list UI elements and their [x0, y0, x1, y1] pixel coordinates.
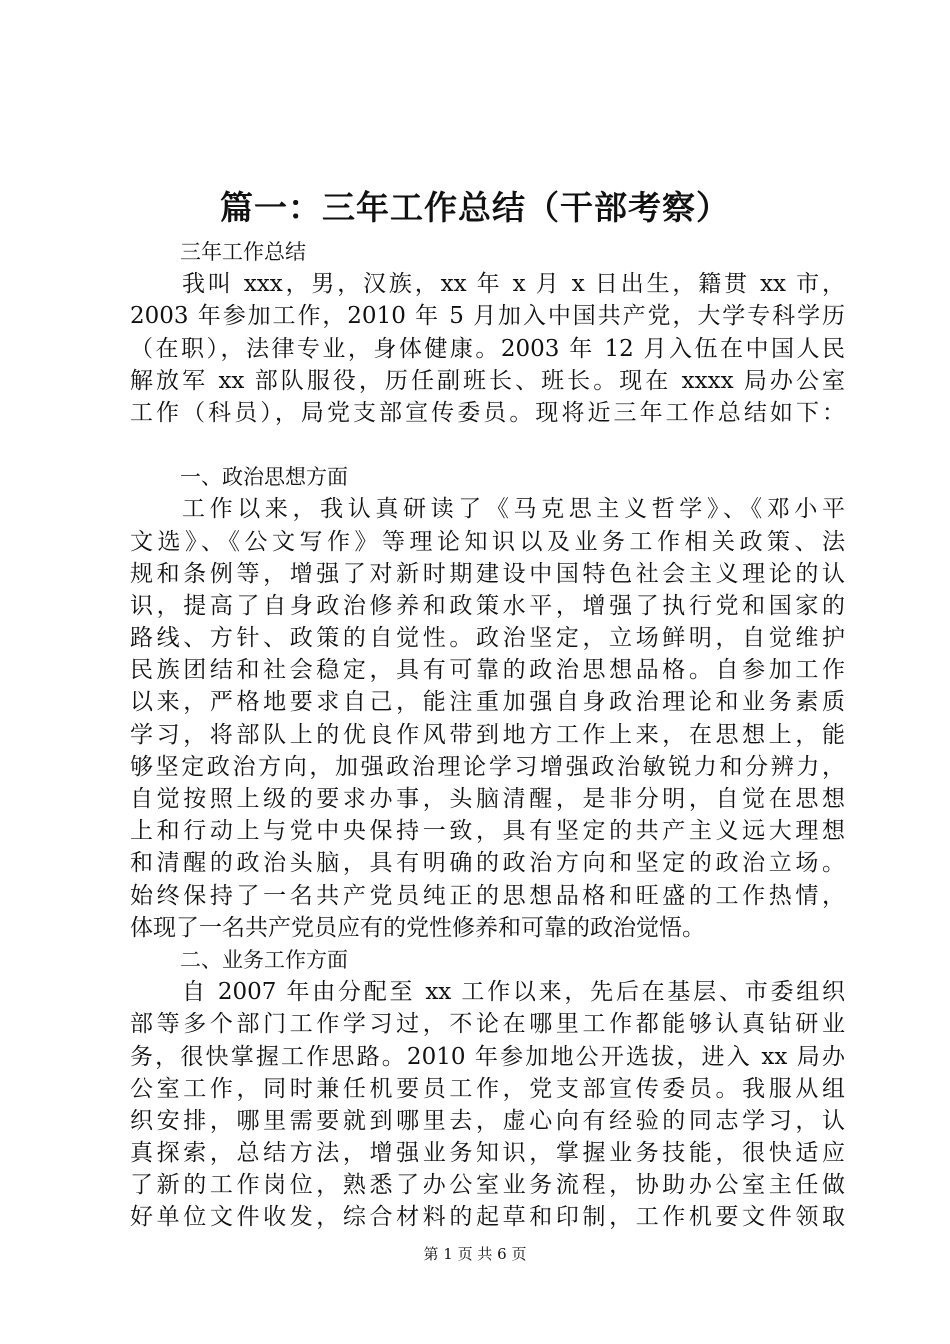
intro-line: 解放军 xx 部队服役，历任副班长、班长。现在 xxxx 局办公室: [130, 367, 845, 394]
section2-line: 真探索，总结方法，增强业务知识，掌握业务技能，很快适应: [130, 1140, 845, 1167]
section1-line: 上和行动上与党中央保持一致，具有坚定的共产主义远大理想: [130, 818, 845, 845]
section2-line: 织安排，哪里需要就到哪里去，虚心向有经验的同志学习，认: [130, 1107, 845, 1134]
section1-line: 够坚定政治方向，加强政治理论学习增强政治敏锐力和分辨力，: [130, 753, 845, 780]
section2-line: 了新的工作岗位，熟悉了办公室业务流程，协助办公室主任做: [130, 1172, 845, 1199]
section1-line: 识，提高了自身政治修养和政策水平，增强了执行党和国家的: [130, 592, 845, 619]
paragraph-gap: [130, 429, 845, 461]
section1-line: 规和条例等，增强了对新时期建设中国特色社会主义理论的认: [130, 560, 845, 587]
section1-line: 和清醒的政治头脑，具有明确的政治方向和坚定的政治立场。: [130, 850, 845, 877]
intro-line: （在职），法律专业，身体健康。2003 年 12 月入伍在中国人民: [130, 335, 845, 362]
section1-line: 工作以来，我认真研读了《马克思主义哲学》、《邓小平: [182, 496, 845, 523]
intro-line: 我叫 xxx，男，汉族，xx 年 x 月 x 日出生，籍贯 xx 市，: [182, 271, 845, 298]
intro-line: 2003 年参加工作，2010 年 5 月加入中国共产党，大学专科学历: [130, 303, 845, 330]
section1-line: 体现了一名共产党员应有的党性修养和可靠的政治觉悟。: [130, 914, 705, 941]
section-heading: 二、业务工作方面: [180, 947, 348, 972]
section1-line: 民族团结和社会稳定，具有可靠的政治思想品格。自参加工作: [130, 657, 845, 684]
section2-line: 部等多个部门工作学习过，不论在哪里工作都能够认真钻研业: [130, 1011, 845, 1038]
section1-line: 文选》、《公文写作》等理论知识以及业务工作相关政策、法: [130, 528, 845, 555]
section1-line: 以来，严格地要求自己，能注重加强自身政治理论和业务素质: [130, 689, 845, 716]
section2-line: 公室工作，同时兼任机要员工作，党支部宣传委员。我服从组: [130, 1075, 845, 1102]
section2-line: 自 2007 年由分配至 xx 工作以来，先后在基层、市委组织: [182, 979, 845, 1006]
document-title: 篇一：三年工作总结（干部考察）: [220, 188, 730, 227]
section1-line: 自觉按照上级的要求办事，头脑清醒，是非分明，自觉在思想: [130, 786, 845, 812]
section1-line: 始终保持了一名共产党员纯正的思想品格和旺盛的工作热情，: [130, 882, 845, 909]
section2-line: 务，很快掌握工作思路。2010 年参加地公开选拔，进入 xx 局办: [130, 1043, 845, 1070]
section2-line: 好单位文件收发，综合材料的起草和印制，工作机要文件领取: [130, 1204, 845, 1231]
intro-line: 工作（科员），局党支部宣传委员。现将近三年工作总结如下：: [130, 399, 845, 426]
subtitle: 三年工作总结: [180, 240, 306, 264]
section1-line: 学习，将部队上的优良作风带到地方工作上来，在思想上，能: [130, 721, 845, 748]
section-heading: 一、政治思想方面: [180, 465, 348, 490]
page-footer: 第 1 页 共 6 页: [423, 1245, 527, 1263]
document-body: [130, 236, 845, 1234]
section1-line: 路线、方针、政策的自觉性。政治坚定，立场鲜明，自觉维护: [130, 625, 845, 652]
